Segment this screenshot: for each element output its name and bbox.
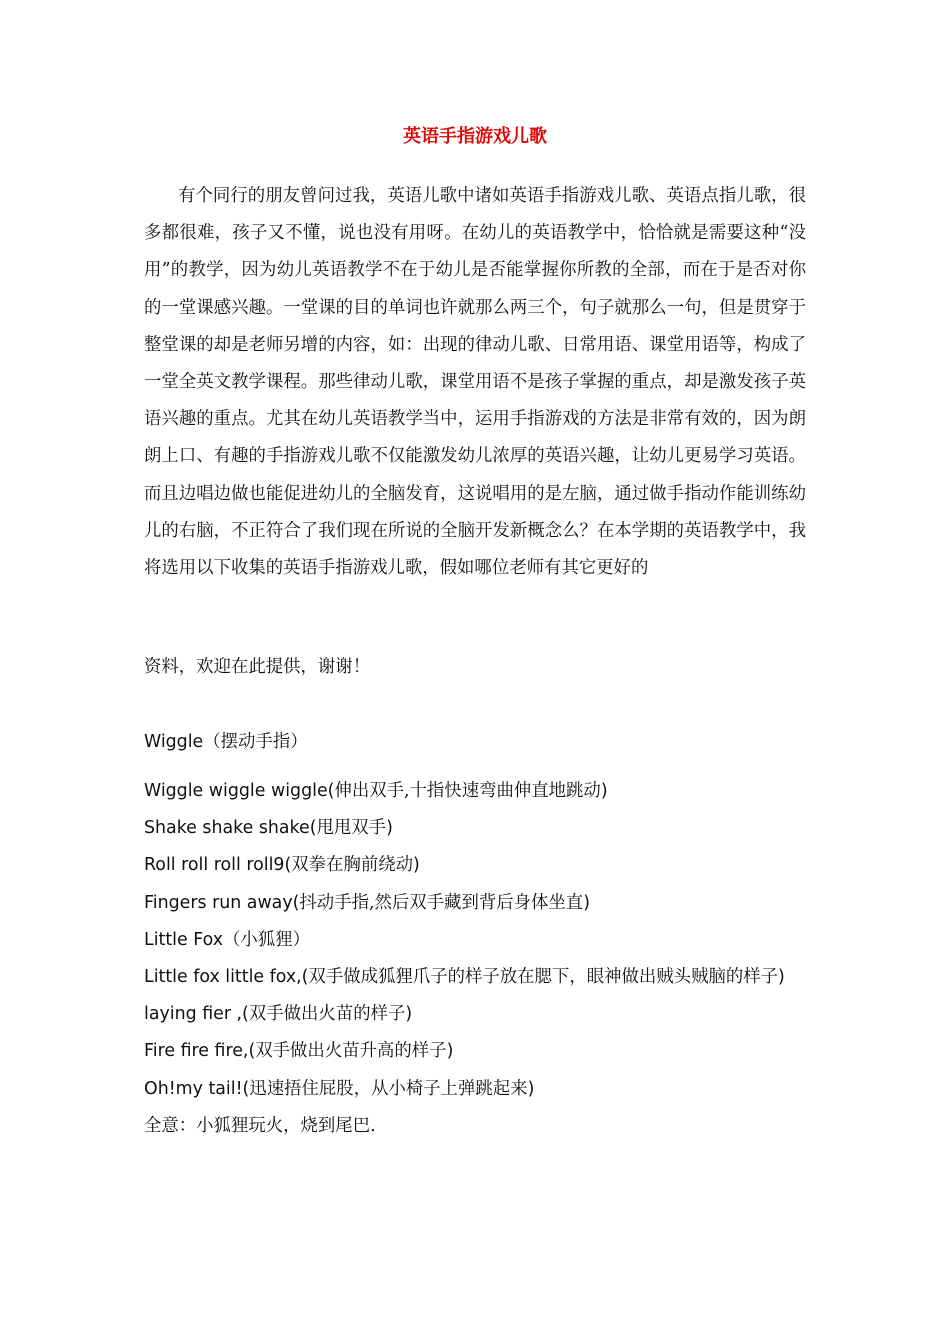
- line-close: ): [386, 818, 393, 839]
- song-heading-cn: （摆动手指）: [203, 732, 308, 752]
- line-close: ): [413, 855, 420, 876]
- song-lines: [144, 773, 824, 1145]
- song-line: [144, 847, 824, 884]
- line-instruction: 双手做出火苗的样子: [248, 1004, 406, 1025]
- line-english: Wiggle wiggle wiggle(: [144, 781, 335, 801]
- intro-paragraph: 有个同行的朋友曾问过我，英语儿歌中诸如英语手指游戏儿歌、英语点指儿歌，很多都很难，孩子又不懂，说也没有用呀。在幼儿的英语教学中，恰恰就是需要这种“没用”的教学，因为幼儿英语教学不在于幼儿是否能掌握你所教的全部，而在于是否对你的一堂课感兴趣。一堂课的目的单词也许就那么两三个，句子就那么一句，但是贯穿于整堂课的却是老师另增的内容，如：出现的律动儿歌、日常用语、课堂用语等，构成了一堂全英文教学课程。那些律动儿歌，课堂用语不是孩子掌握的重点，却是激发孩子英语兴趣的重点。尤其在幼儿英语教学当中，运用手指游戏的方法是非常有效的，因为朗朗上口、有趣的手指游戏儿歌不仅能激发幼儿浓厚的英语兴趣，让幼儿更易学习英语。而且边唱边做也能促进幼儿的全脑发育，这说唱用的是左脑，通过做手指动作能训练幼儿的右脑，不正符合了我们现在所说的全脑开发新概念么？在本学期的英语教学中，我将选用以下收集的英语手指游戏儿歌，假如哪位老师有其它更好的: [144, 186, 806, 579]
- line-close: ): [446, 1041, 454, 1062]
- line-english: laying fier ,(: [144, 1004, 249, 1025]
- document-title: 英语手指游戏儿歌: [403, 126, 547, 147]
- song-line: [144, 1071, 824, 1108]
- line-english: Little Fox: [144, 929, 223, 950]
- song-heading-en: Wiggle: [144, 732, 204, 752]
- line-instruction: 抖动手指,然后双手藏到背后身体坐直: [299, 892, 584, 913]
- line-english: Oh!my tail!(: [144, 1078, 250, 1099]
- line-instruction: （小狐狸）: [223, 929, 310, 950]
- line-instruction: 伸出双手,十指快速弯曲伸直地跳动: [334, 781, 601, 801]
- song-line: [144, 885, 824, 922]
- line-close: ): [405, 1004, 413, 1025]
- line-english: Little fox little fox,(: [144, 967, 309, 988]
- song-heading-wiggle: [144, 727, 824, 757]
- song-line: [144, 810, 824, 847]
- line-english: Roll roll roll roll9(: [144, 855, 292, 876]
- line-english: Fingers run away(: [144, 892, 300, 913]
- line-close: ): [600, 781, 608, 801]
- song-line: [144, 996, 824, 1033]
- line-english: Shake shake shake(: [144, 818, 317, 839]
- line-close: ): [527, 1078, 535, 1099]
- song-meaning: [144, 1108, 824, 1145]
- line-english: Fire fire fire,(: [144, 1041, 256, 1062]
- song-heading-little-fox: [144, 922, 824, 959]
- intro-paragraph-end: 资料，欢迎在此提供，谢谢！: [144, 657, 371, 677]
- song-line: [144, 773, 824, 810]
- line-instruction: 双手做出火苗升高的样子: [255, 1041, 447, 1062]
- line-instruction: 迅速捂住屁股，从小椅子上弹跳起来: [249, 1078, 528, 1099]
- line-instruction: 全意：小狐狸玩火，烧到尾巴.: [144, 1115, 376, 1136]
- song-line: [144, 959, 824, 996]
- song-line: [144, 1033, 824, 1070]
- line-close: ): [583, 892, 590, 913]
- line-instruction: 甩甩双手: [316, 818, 387, 839]
- line-instruction: 双拳在胸前绕动: [291, 855, 414, 876]
- line-instruction: 双手做成狐狸爪子的样子放在腮下，眼神做出贼头贼脑的样子: [308, 967, 779, 988]
- line-close: ): [778, 967, 785, 988]
